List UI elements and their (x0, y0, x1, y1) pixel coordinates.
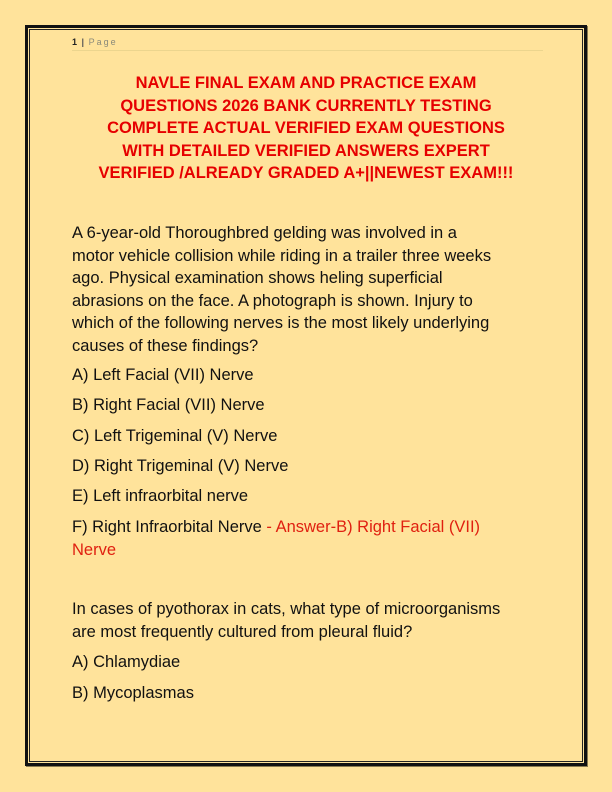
question-1-option-b (72, 394, 547, 417)
document-title (72, 72, 540, 185)
page-header (72, 36, 543, 51)
question-2 (72, 598, 547, 643)
question-line: which of the following nerves is the most likely underlying (72, 314, 490, 333)
title-line: COMPLETE ACTUAL VERIFIED EXAM QUESTIONS (107, 119, 505, 137)
option-text: F) Right Infraorbital Nerve (72, 518, 262, 536)
title-line: NAVLE FINAL EXAM AND PRACTICE EXAM (135, 74, 477, 92)
question-line: ago. Physical examination shows heling superficial (72, 269, 443, 288)
question-line: are most frequently cultured from pleural fluid? (72, 622, 413, 641)
answer-text: - Answer-B) Right Facial (VII) (261, 518, 481, 536)
title-line: VERIFIED /ALREADY GRADED A+||NEWEST EXAM!!! (98, 164, 514, 182)
option-text: B) Mycoplasmas (72, 684, 194, 702)
question-1-option-c (72, 425, 547, 448)
question-2-option-a (72, 651, 547, 674)
question-1-text (72, 222, 547, 358)
option-text: D) Right Trigeminal (V) Nerve (72, 457, 289, 475)
question-2-option-b (72, 682, 547, 705)
question-line: motor vehicle collision while riding in a trailer three weeks (72, 246, 492, 265)
answer-text-continued: Nerve (72, 540, 117, 559)
option-text: E) Left infraorbital nerve (72, 487, 249, 505)
page-separator: | (81, 37, 85, 47)
question-line: A 6-year-old Thoroughbred gelding was involved in a (72, 224, 457, 242)
question-1-option-a (72, 364, 547, 387)
question-1-option-f (72, 516, 547, 561)
question-line: causes of these findings? (72, 336, 259, 355)
question-2-text (72, 598, 547, 643)
title-line: WITH DETAILED VERIFIED ANSWERS EXPERT (122, 141, 490, 160)
question-line: abrasions on the face. A photograph is shown. Injury to (72, 291, 473, 310)
question-1-option-d (72, 455, 547, 478)
page-number: 1 (72, 37, 78, 47)
option-text: B) Right Facial (VII) Nerve (72, 396, 265, 414)
option-text: C) Left Trigeminal (V) Nerve (72, 427, 278, 445)
option-text: A) Chlamydiae (72, 653, 181, 671)
question-1 (72, 222, 547, 358)
question-1-option-e (72, 485, 547, 508)
option-text: A) Left Facial (VII) Nerve (72, 366, 254, 384)
page-label: Page (88, 37, 118, 47)
title-line: QUESTIONS 2026 BANK CURRENTLY TESTING (120, 96, 492, 115)
question-line: In cases of pyothorax in cats, what type of microorganisms (72, 600, 501, 618)
